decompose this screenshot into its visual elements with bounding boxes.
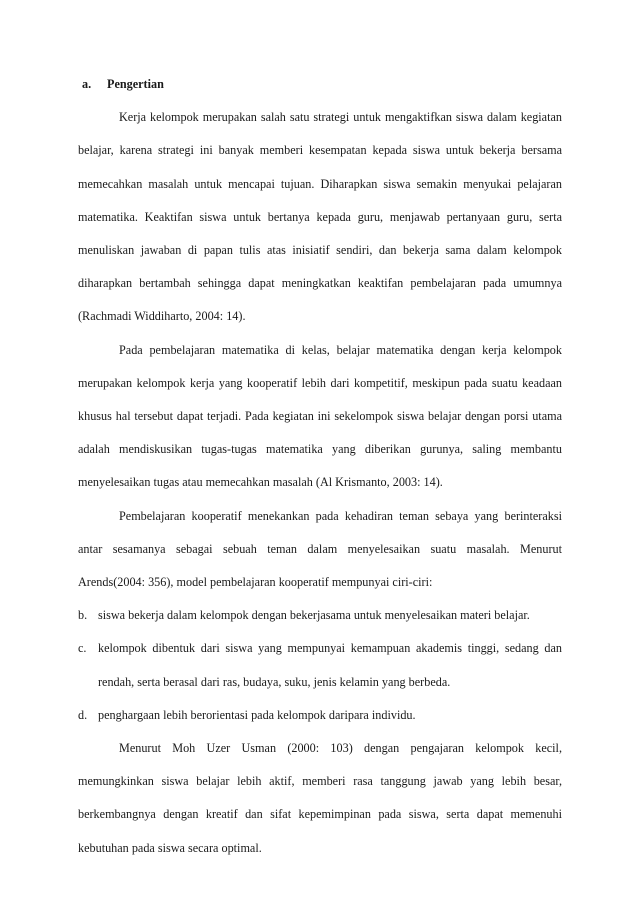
list-text: penghargaan lebih berorientasi pada kelompok daripara individu. — [98, 707, 416, 722]
paragraph-1: Kerja kelompok merupakan salah satu strategi untuk mengaktifkan siswa dalam kegiatan belajar, karena strategi ini banyak memberi kesempatan kepada siswa untuk bekerja bersama memecahkan masalah untuk mencapai tujuan. Diharapkan siswa semakin menyukai pelajaran matematika. Keaktifan siswa untuk bertanya kepada guru, menjawab pertanyaan guru, serta menuliskan jawaban di papan tulis atas inisiatif sendiri, dan bekerja sama dalam kelompok diharapkan bertambah sehingga dapat meningkatkan keaktifan pembelajaran pada umumnya (Rachmadi Widdiharto, 2004: 14). — [78, 110, 562, 324]
section-marker: a. — [82, 77, 92, 91]
list-marker: c. — [78, 641, 87, 656]
list-item-b — [78, 599, 562, 632]
section-heading — [78, 68, 562, 101]
section-title: Pengertian — [107, 77, 164, 91]
list-marker: b. — [78, 608, 88, 623]
list-item-d — [78, 699, 562, 732]
list-marker: d. — [78, 707, 88, 722]
document-page — [78, 68, 562, 865]
paragraph-2: Pada pembelajaran matematika di kelas, belajar matematika dengan kerja kelompok merupakan kelompok kerja yang kooperatif lebih dari kompetitif, meskipun pada suatu keadaan khusus hal tersebut dapat terjadi. Pada kegiatan ini sekelompok siswa belajar dengan porsi utama adalah mendiskusikan tugas-tugas matematika yang diberikan gurunya, saling membantu menyelesaikan tugas atau memecahkan masalah (Al Krismanto, 2003: 14). — [78, 342, 562, 490]
closing-paragraph: Menurut Moh Uzer Usman (2000: 103) dengan pengajaran kelompok kecil, memungkinkan siswa belajar lebih aktif, memberi rasa tanggung jawab yang lebih besar, berkembangnya dengan kreatif dan sifat kepemimpinan pada siswa, serta dapat memenuhi kebutuhan pada siswa secara optimal. — [78, 741, 562, 855]
paragraph-3: Pembelajaran kooperatif menekankan pada kehadiran teman sebaya yang berinteraksi antar sesamanya sebagai sebuah teman dalam menyelesaikan suatu masalah. Menurut Arends(2004: 356), model pembelajaran kooperatif mempunyai ciri-ciri: — [78, 508, 562, 590]
list-item-c — [78, 632, 562, 698]
list-text: kelompok dibentuk dari siswa yang mempunyai kemampuan akademis tinggi, sedang dan rendah, serta berasal dari ras, budaya, suku, jenis kelamin yang berbeda. — [98, 641, 562, 689]
list-text: siswa bekerja dalam kelompok dengan bekerjasama untuk menyelesaikan materi belajar. — [98, 608, 530, 623]
